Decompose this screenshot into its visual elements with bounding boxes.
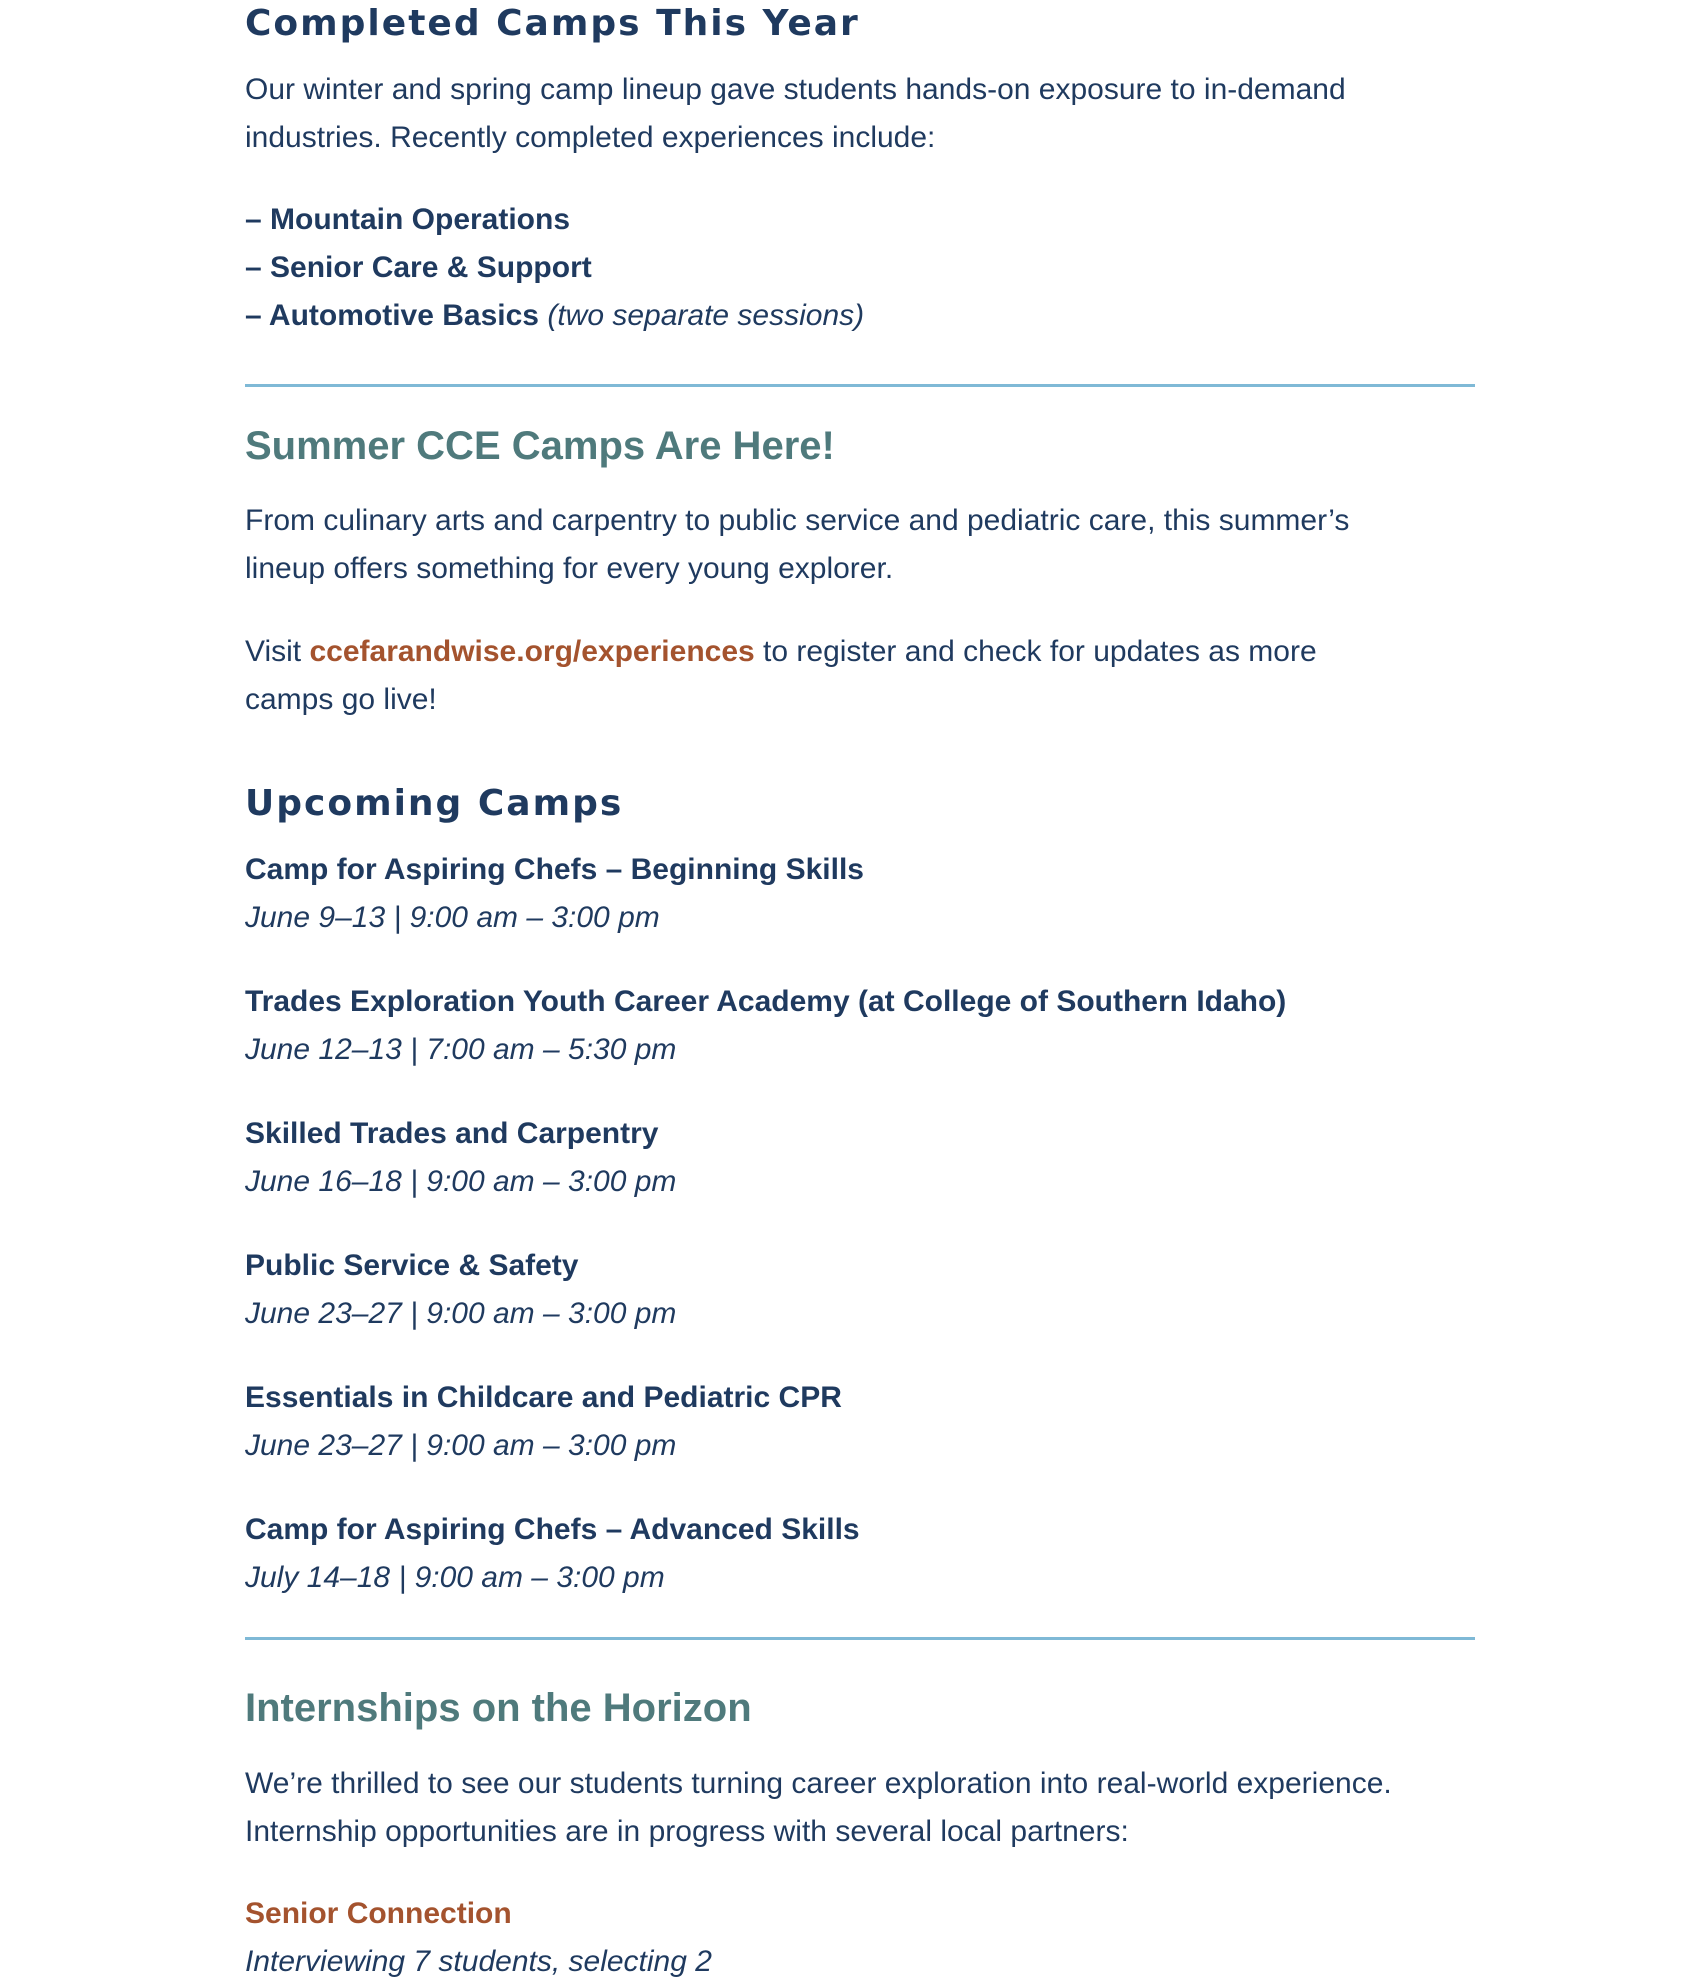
summer-intro-line1: From culinary arts and carpentry to public service and pediatric care, this summer’s <box>245 504 1350 537</box>
camp-date: July 14–18 | 9:00 am – 3:00 pm <box>245 1561 665 1594</box>
section-divider <box>245 384 1475 387</box>
partner-name: Senior Connection <box>245 1897 512 1930</box>
visit-line2: camps go live! <box>245 683 437 716</box>
camp-entry <box>245 978 1286 1074</box>
internships-heading: Internships on the Horizon <box>245 1686 752 1730</box>
completed-intro-line2: industries. Recently completed experiences include: <box>245 121 936 154</box>
camp-title: Trades Exploration Youth Career Academy (at College of Southern Idaho) <box>245 985 1287 1018</box>
completed-camps-list <box>245 196 864 340</box>
list-item: – Mountain Operations <box>245 203 571 236</box>
camp-entry <box>245 1374 842 1470</box>
camp-date: June 23–27 | 9:00 am – 3:00 pm <box>245 1297 677 1330</box>
partner-note: Interviewing 7 students, selecting 2 <box>245 1945 712 1978</box>
camp-title: Skilled Trades and Carpentry <box>245 1117 659 1150</box>
camp-entry <box>245 846 864 942</box>
section-divider <box>245 1637 1475 1640</box>
summer-intro-line2: lineup offers something for every young explorer. <box>245 552 894 585</box>
internships-intro-line1: We’re thrilled to see our students turning career exploration into real-world experience. <box>245 1767 1392 1800</box>
experiences-link[interactable]: ccefarandwise.org/experiences <box>309 635 755 668</box>
camp-title: Camp for Aspiring Chefs – Advanced Skills <box>245 1513 860 1546</box>
camp-date: June 16–18 | 9:00 am – 3:00 pm <box>245 1165 677 1198</box>
camp-entry <box>245 1110 676 1206</box>
camp-date: June 9–13 | 9:00 am – 3:00 pm <box>245 901 660 934</box>
camp-entry <box>245 1506 860 1602</box>
camp-date: June 23–27 | 9:00 am – 3:00 pm <box>245 1429 677 1462</box>
upcoming-camps-heading: Upcoming Camps <box>245 783 624 824</box>
summer-camps-heading: Summer CCE Camps Are Here! <box>245 424 835 468</box>
list-item: – Senior Care & Support <box>245 251 592 284</box>
sessions-note: (two separate sessions) <box>547 299 865 332</box>
camp-title: Camp for Aspiring Chefs – Beginning Skills <box>245 853 864 886</box>
visit-line: Visit ccefarandwise.org/experiences to register and check for updates as more <box>245 635 1317 668</box>
completed-intro-line1: Our winter and spring camp lineup gave students hands-on exposure to in-demand <box>245 73 1346 106</box>
list-item: – Automotive Basics (two separate sessions) <box>245 299 865 332</box>
internships-intro-line2: Internship opportunities are in progress with several local partners: <box>245 1815 1129 1848</box>
camp-title: Public Service & Safety <box>245 1249 579 1282</box>
camp-date: June 12–13 | 7:00 am – 5:30 pm <box>245 1033 677 1066</box>
camp-entry <box>245 1242 676 1338</box>
completed-camps-heading: Completed Camps This Year <box>245 3 860 44</box>
camp-title: Essentials in Childcare and Pediatric CPR <box>245 1381 842 1414</box>
